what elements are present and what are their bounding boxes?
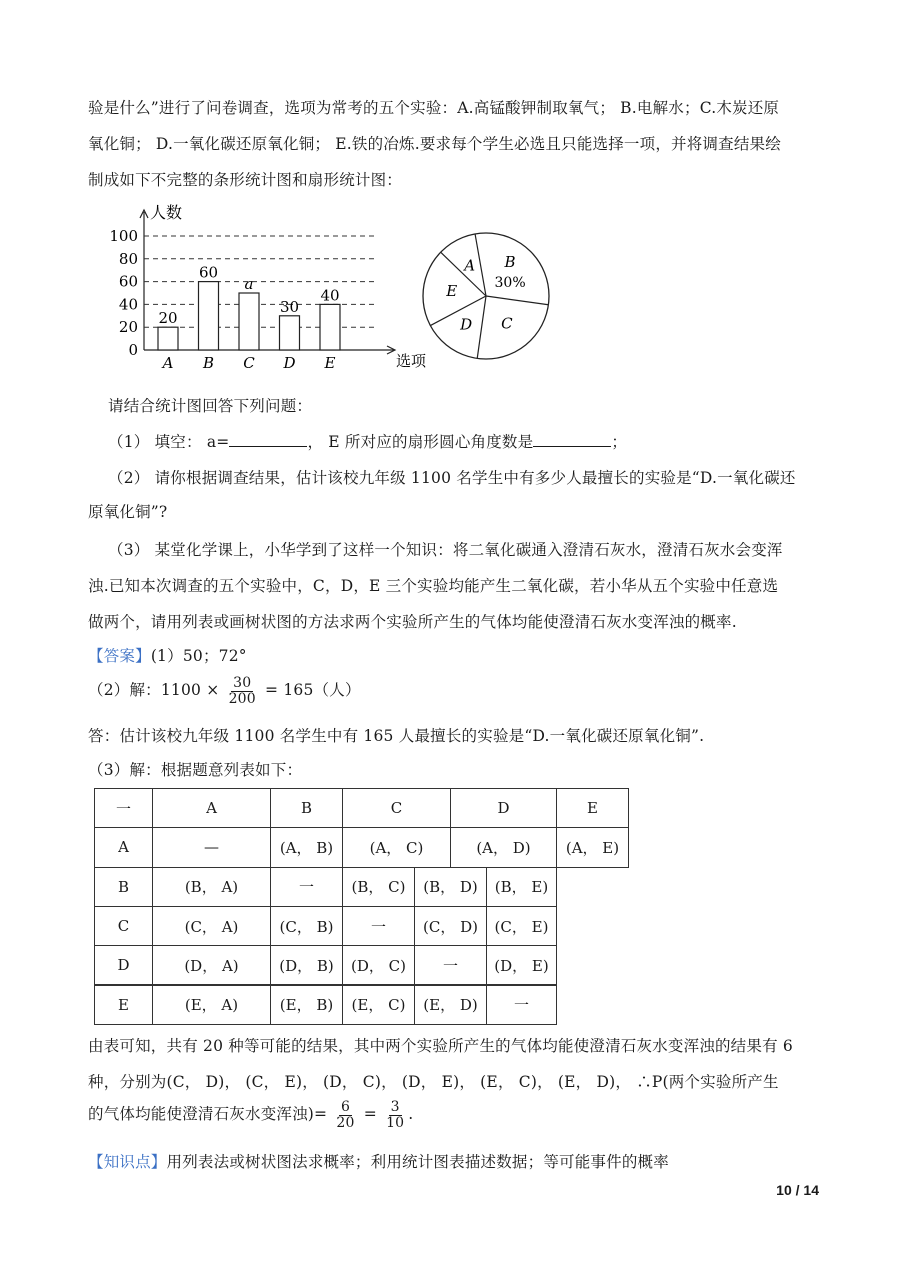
table-row-cell: 一 [486,985,557,1025]
pie-chart [410,226,560,366]
answer-3-intro: （3）解：根据题意列表如下： [88,761,303,779]
bar [239,293,259,350]
probability-fraction-2 [384,1100,406,1130]
bar-data-label: 20 [158,309,178,328]
bar-chart [100,198,427,378]
bar [199,282,219,350]
equals-sign: = [363,1105,377,1124]
table-row-cell: A [94,827,153,867]
question-1 [108,430,627,452]
pie-slice-label: B [504,253,516,272]
bar [320,304,340,350]
table-row-cell: (B， C) [342,867,415,907]
table-row-cell: C [94,906,153,946]
y-tick-label: 60 [118,272,138,291]
question-3-line-2: 浊.已知本次调查的五个实验中，C，D，E 三个实验均能产生二氧化碳，若小华从五个实验中任意选 [88,577,779,595]
table-row-cell: (E， B) [270,985,343,1025]
fraction-numerator: 30 [233,675,252,691]
table-header-cell: E [556,788,629,828]
y-tick-label: 100 [109,227,138,245]
table-header-cell: D [450,788,557,828]
question-line-1: 验是什么”进行了问卷调查，选项为常考的五个实验：A.高锰酸钾制取氧气； B.电解水；C.木炭还原 [88,99,780,117]
bar-data-label: a [244,275,254,293]
y-tick-label: 80 [118,249,138,268]
answer-tag: 【答案】 [88,647,151,665]
fraction-numerator: 6 [340,1099,351,1115]
pie-slice-label: A [464,256,476,275]
question-3-line-3: 做两个，请用列表或画树状图的方法求两个实验所产生的气体均能使澄清石灰水变浑浊的概率. [88,613,737,631]
knowledge-points [88,1150,669,1172]
table-row-cell: (D， C) [342,945,415,985]
answer-1 [88,644,247,666]
table-row-cell: D [94,945,153,985]
answer-blank-a [229,432,307,447]
x-tick-label: D [283,354,296,372]
table-row-cell: (A， C) [342,827,451,867]
conclusion-pre: 的气体均能使澄清石灰水变浑浊)= [88,1105,328,1124]
bar [158,327,178,350]
table-row-cell: (E， C) [342,985,415,1025]
q1-label: （1） 填空： a= [108,433,230,451]
table-row-cell: (D， E) [486,945,557,985]
page-number: 10 / 14 [776,1182,819,1198]
table-row-cell: (D， A) [152,945,271,985]
answer-1-text: (1）50；72° [150,647,247,665]
answer-2-formula [88,676,361,706]
table-row-cell: (C， E) [486,906,557,946]
table-row-cell: (D， B) [270,945,343,985]
table-row-cell: (A， E) [556,827,629,867]
table-row-cell: 一 [342,906,415,946]
answer-2-pre: （2）解：1100 × [88,681,220,700]
table-header-cell: A [152,788,271,828]
result-table [94,788,634,1024]
answer-2-text: 答：估计该校九年级 1100 名学生中有 165 人最擅长的实验是“D.一氧化碳还原氧化铜”. [88,727,705,745]
question-3-line-1: （3） 某堂化学课上，小华学到了这样一个知识：将二氧化碳通入澄清石灰水，澄清石灰水会变浑 [108,541,783,559]
y-axis-title: 人数 [150,203,183,222]
question-2-line-1: （2） 请你根据调查结果，估计该校九年级 1100 名学生中有多少人最擅长的实验是“D.一氧化碳还 [108,469,796,487]
table-row-cell: (E， D) [414,985,487,1025]
table-row-cell: (B， E) [486,867,557,907]
x-axis-title: 选项 [396,352,427,370]
conclusion-line-1: 由表可知，共有 20 种等可能的结果，其中两个实验所产生的气体均能使澄清石灰水变浑浊的结果有 6 [88,1037,793,1055]
question-2-line-2: 原氧化铜”? [88,503,168,521]
x-tick-label: A [162,354,174,372]
table-row-cell: E [94,985,153,1025]
q1-mid: ， E 所对应的扇形圆心角度数是 [307,433,534,451]
fraction-numerator: 3 [390,1099,400,1115]
answer-blank-angle [533,432,611,447]
answer-2-post: = 165（人） [265,681,361,700]
x-tick-label: E [324,354,336,372]
table-row-cell: (E， A) [152,985,271,1025]
y-tick-label: 40 [118,295,138,314]
table-header-cell: C [342,788,451,828]
y-tick-label: 20 [118,318,138,337]
fraction-denominator: 200 [228,690,256,707]
q1-end: ； [611,433,628,451]
table-row-cell: (B， D) [414,867,487,907]
question-intro: 请结合统计图回答下列问题： [108,397,313,415]
bar-data-label: 40 [320,286,340,305]
table-row-cell: B [94,867,153,907]
table-header-cell: B [270,788,343,828]
bar-data-label: 60 [198,263,219,282]
conclusion-line-2: 种，分别为(C， D)， (C， E)， (D， C)， (D， E)， (E， C)， (E， D)， ∴P(两个实验所产生 [88,1073,779,1091]
x-tick-label: B [202,354,215,372]
conclusion-line-3 [88,1100,413,1130]
table-row-cell: (A， B) [270,827,343,867]
question-line-3: 制成如下不完整的条形统计图和扇形统计图： [88,171,403,189]
x-tick-label: C [243,354,255,372]
table-row-cell: — [152,827,271,867]
question-line-2: 氧化铜； D.一氧化碳还原氧化铜； E.铁的冶炼.要求每个学生必选且只能选择一项，并将调查结果绘 [88,135,781,153]
table-row-cell: (C， A) [152,906,271,946]
knowledge-text: 用列表法或树状图法求概率；利用统计图表描述数据；等可能事件的概率 [166,1153,669,1171]
probability-fraction-1 [334,1100,356,1130]
table-header-cell: 一 [94,788,153,828]
fraction-denominator: 20 [336,1114,355,1131]
pie-slice-percent: 30% [494,275,526,292]
knowledge-tag: 【知识点】 [88,1153,167,1171]
table-row-cell: (C， D) [414,906,487,946]
table-row-cell: 一 [270,867,343,907]
y-tick-label: 0 [128,341,138,359]
answer-2-fraction [227,676,258,706]
bar-data-label: 30 [279,297,300,316]
table-row-cell: 一 [414,945,487,985]
table-row-cell: (C， B) [270,906,343,946]
table-row-cell: (A， D) [450,827,557,867]
table-row-cell: (B， A) [152,867,271,907]
pie-slice-label: C [501,314,513,333]
conclusion-end: . [408,1105,414,1124]
pie-slice-label: E [446,282,458,301]
bar [280,316,300,350]
pie-slice-label: D [460,315,473,334]
fraction-denominator: 10 [386,1114,405,1131]
